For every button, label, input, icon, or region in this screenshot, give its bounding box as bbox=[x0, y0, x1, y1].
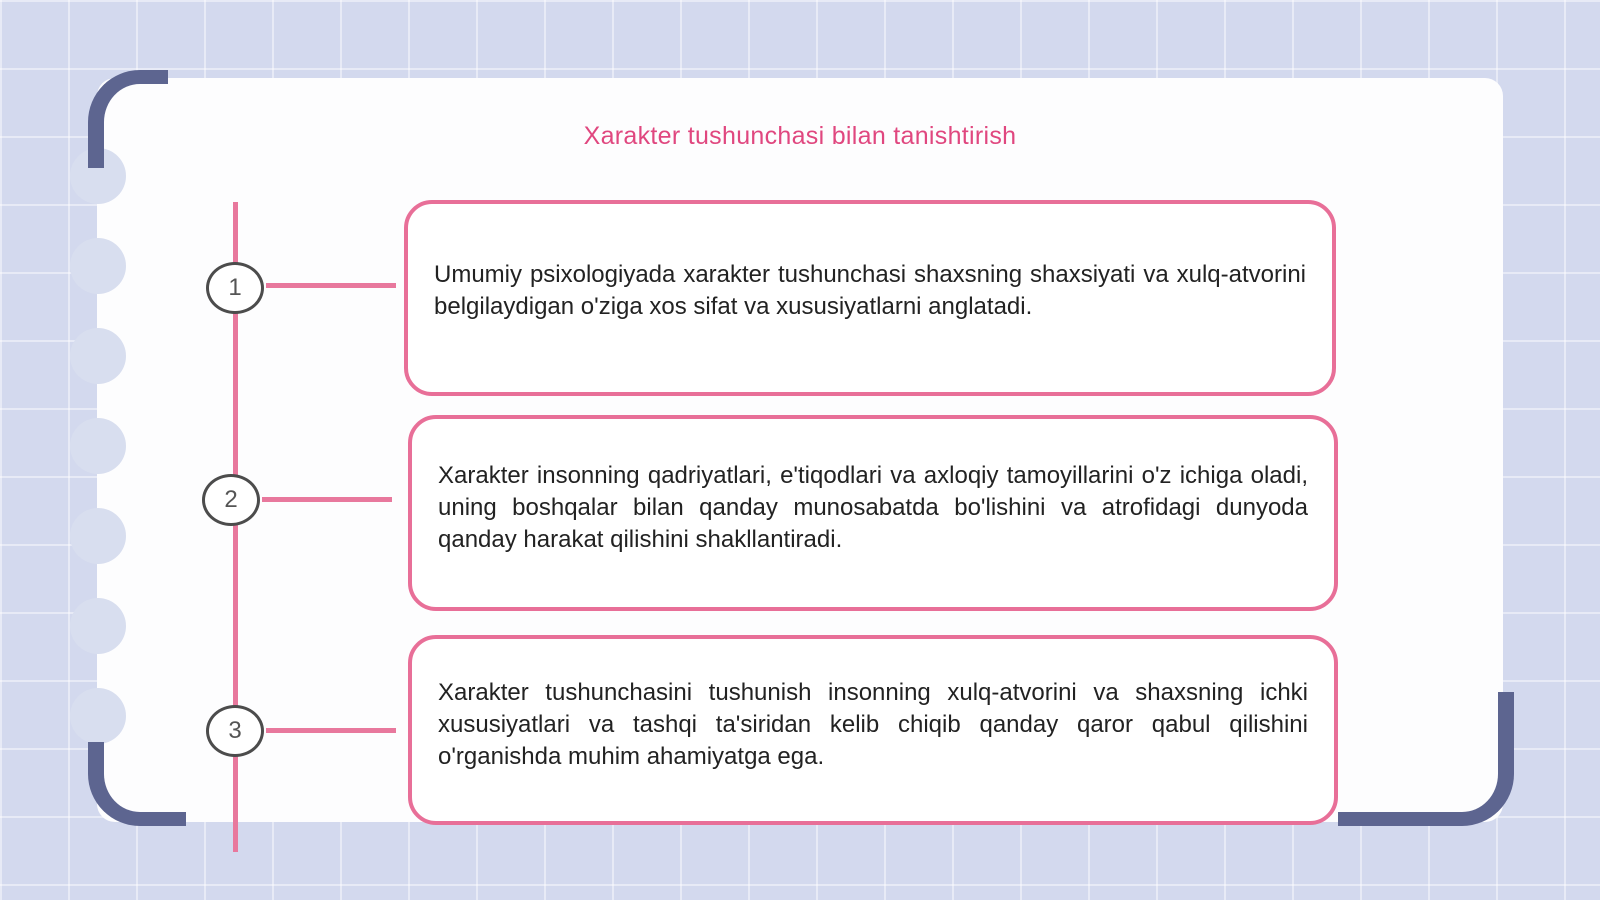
step-card-3 bbox=[408, 635, 1338, 825]
notepad-notch bbox=[70, 238, 126, 294]
notepad-notch bbox=[70, 688, 126, 744]
notepad-notch bbox=[70, 328, 126, 384]
notepad-notch bbox=[70, 598, 126, 654]
step-number-2: 2 bbox=[202, 474, 260, 526]
step-text-2: Xarakter insonning qadriyatlari, e'tiqodlari va axloqiy tamoyillarini o'z ichiga oladi, uning boshqalar bilan qanday munosabatda bo'lishini va atrofidagi dunyoda qanday harakat qilishini shakllantiradi. bbox=[438, 462, 1308, 553]
step-card-1 bbox=[404, 200, 1336, 396]
notepad-notch bbox=[70, 418, 126, 474]
notepad-notch bbox=[70, 508, 126, 564]
step-number-3: 3 bbox=[206, 705, 264, 757]
slide-title: Xarakter tushunchasi bilan tanishtirish bbox=[583, 122, 1017, 150]
step-text-3: Xarakter tushunchasini tushunish insonning xulq-atvorini va shaxsning ichki xususiyatlari va tashqi ta'siridan kelib chiqib qanday qaror qabul qilishini o'rganishda muhim ahamiyatga ega. bbox=[438, 679, 1308, 770]
step-card-2 bbox=[408, 415, 1338, 611]
step-text-1: Umumiy psixologiyada xarakter tushunchasi shaxsning shaxsiyati va xulq-atvorini belgilaydigan o'ziga xos sifat va xususiyatlarni anglatadi. bbox=[434, 261, 1306, 320]
corner-bracket-bottom-right bbox=[1338, 692, 1514, 826]
step-connector-2 bbox=[262, 497, 392, 502]
step-number-1: 1 bbox=[206, 262, 264, 314]
step-connector-1 bbox=[266, 283, 396, 288]
step-connector-3 bbox=[266, 728, 396, 733]
